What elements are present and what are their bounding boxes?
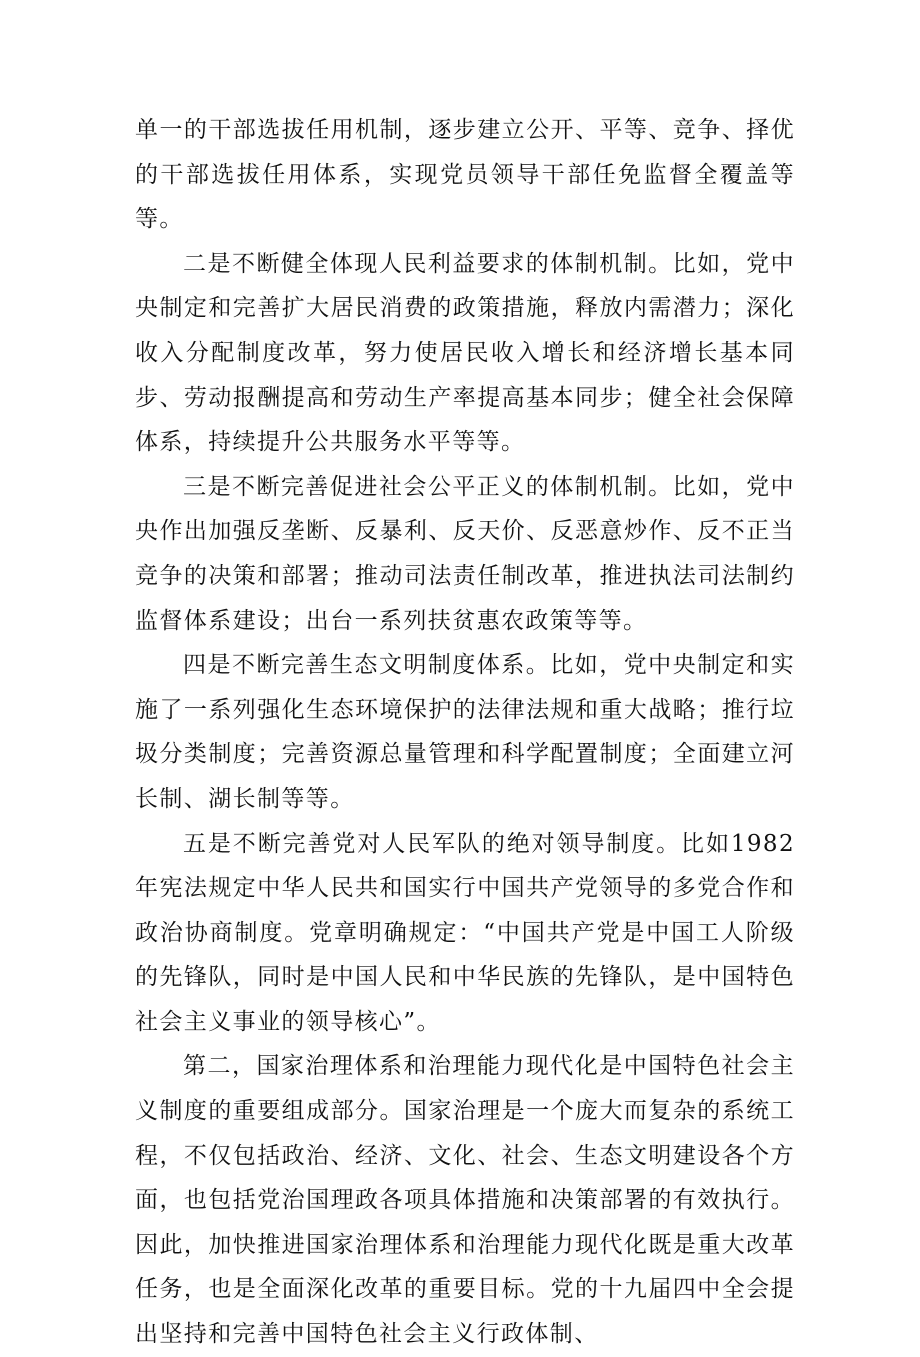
document-body	[135, 108, 795, 1357]
paragraph-continuation: 单一的干部选拔任用机制，逐步建立公开、平等、竞争、择优的干部选拔任用体系，实现党员领导干部任免监督全覆盖等等。	[135, 117, 795, 233]
paragraph-point-three: 三是不断完善促进社会公平正义的体制机制。比如，党中央作出加强反垄断、反暴利、反天价、反恶意炒作、反不正当竞争的决策和部署；推动司法责任制改革，推进执法司法制约监督体系建设；出台一系列扶贫惠农政策等等。	[135, 473, 795, 634]
paragraph-second-section: 第二，国家治理体系和治理能力现代化是中国特色社会主义制度的重要组成部分。国家治理是一个庞大而复杂的系统工程，不仅包括政治、经济、文化、社会、生态文明建设各个方面，也包括党治国理政各项具体措施和决策部署的有效执行。因此，加快推进国家治理体系和治理能力现代化既是重大改革任务，也是全面深化改革的重要目标。党的十九届四中全会提出坚持和完善中国特色社会主义行政体制、	[135, 1053, 795, 1348]
paragraph-point-four: 四是不断完善生态文明制度体系。比如，党中央制定和实施了一系列强化生态环境保护的法律法规和重大战略；推行垃圾分类制度；完善资源总量管理和科学配置制度；全面建立河长制、湖长制等等。	[135, 652, 795, 812]
paragraph-point-five: 五是不断完善党对人民军队的绝对领导制度。比如1982年宪法规定中华人民共和国实行中国共产党领导的多党合作和政治协商制度。党章明确规定：“中国共产党是中国工人阶级的先锋队，同时是中国人民和中华民族的先锋队，是中国特色社会主义事业的领导核心”。	[135, 830, 795, 1035]
paragraph-point-two: 二是不断健全体现人民利益要求的体制机制。比如，党中央制定和完善扩大居民消费的政策措施，释放内需潜力；深化收入分配制度改革，努力使居民收入增长和经济增长基本同步、劳动报酬提高和劳动生产率提高基本同步；健全社会保障体系，持续提升公共服务水平等等。	[135, 250, 795, 456]
